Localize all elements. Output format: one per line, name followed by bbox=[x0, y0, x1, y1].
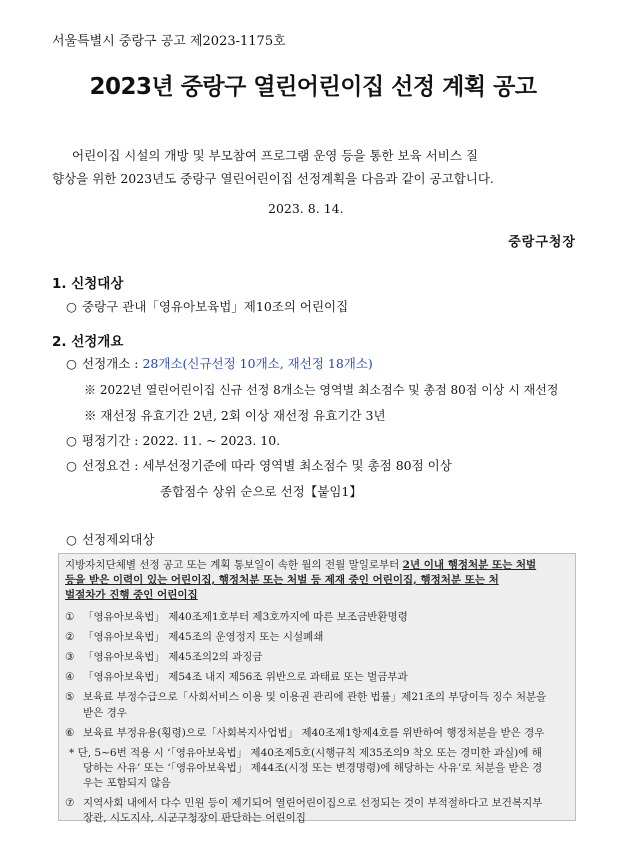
item-number: ⑤ bbox=[65, 691, 75, 703]
exclusion-label: 선정제외대상 bbox=[82, 532, 155, 547]
exclusion-item-5 bbox=[65, 689, 546, 704]
selection-count-item bbox=[66, 354, 373, 372]
requirements-item bbox=[66, 456, 452, 474]
exclusion-item bbox=[66, 530, 154, 548]
section-1-heading: 1. 신청대상 bbox=[52, 276, 124, 292]
bullet-circle: ○ bbox=[66, 433, 77, 448]
requirements-text: 선정요건 : 세부선정기준에 따라 영역별 최소점수 및 총점 80점 이상 bbox=[82, 458, 452, 473]
exclusion-item-7-continuation: 장관, 시도지사, 시군구청장이 판단하는 어린이집 bbox=[83, 812, 306, 824]
section-2-heading: 2. 선정개요 bbox=[52, 334, 124, 350]
exclusion-item-7 bbox=[65, 795, 542, 810]
exclusion-intro-plain: 지방자치단체별 선정 공고 또는 계획 통보일이 속한 월의 전월 말일로부터 bbox=[65, 559, 403, 571]
exclusion-text: 「영유아보육법」 제45조의2의 과징금 bbox=[83, 651, 263, 663]
exclusion-text: 「영유아보육법」 제54조 내지 제56조 위반으로 과태료 또는 벌금부과 bbox=[83, 671, 408, 683]
intro-line-2: 향상을 위한 2023년도 중랑구 열린어린이집 선정계획을 다음과 같이 공고합니다. bbox=[52, 171, 494, 186]
exclusion-text: 「영유아보육법」 제45조의 운영정지 또는 시설폐쇄 bbox=[83, 631, 324, 643]
bullet-circle: ○ bbox=[66, 299, 77, 314]
eligibility-text: 중랑구 관내「영유아보육법」제10조의 어린이집 bbox=[82, 299, 349, 314]
item-number: ③ bbox=[65, 651, 75, 663]
evaluation-period-text: 평정기간 : 2022. 11. ~ 2023. 10. bbox=[82, 433, 281, 448]
announcement-date: 2023. 8. 14. bbox=[268, 201, 344, 216]
item-number: ⑦ bbox=[65, 797, 75, 809]
exclusion-intro-line-1 bbox=[65, 557, 536, 572]
signer: 중랑구청장 bbox=[508, 235, 576, 250]
exclusion-criteria-box bbox=[58, 553, 576, 824]
exclusion-note-line-3: 우는 포함되지 않음 bbox=[83, 777, 171, 789]
exclusion-item-6 bbox=[65, 725, 544, 740]
item-number: ④ bbox=[65, 671, 75, 683]
exclusion-item-3 bbox=[65, 649, 263, 664]
item-number: ① bbox=[65, 611, 75, 623]
exclusion-text: 지역사회 내에서 다수 민원 등이 제기되어 열린어린이집으로 선정되는 것이 부적절하다고 보건복지부 bbox=[83, 797, 543, 809]
eligibility-item bbox=[66, 297, 348, 315]
exclusion-item-2 bbox=[65, 629, 323, 644]
exclusion-intro-line-3: 벌절차가 진행 중인 어린이집 bbox=[65, 589, 198, 601]
note-reselection: ※ 2022년 열린어린이집 신규 선정 8개소는 영역별 최소점수 및 총점 80점 이상 시 재선정 bbox=[84, 383, 559, 397]
exclusion-intro-emphasis: 2년 이내 행정처분 또는 처벌 bbox=[402, 559, 537, 571]
bullet-circle: ○ bbox=[66, 458, 77, 473]
exclusion-text: 「영유아보육법」 제40조제1호부터 제3호까지에 따른 보조금반환명령 bbox=[83, 611, 408, 623]
exclusion-note-line-1: * 단, 5~6번 적용 시 ‘「영유아보육법」 제40조제5호(시행규칙 제35조의9 착오 또는 경미한 과실)에 해 bbox=[69, 747, 542, 759]
intro-line-1: 어린이집 시설의 개방 및 부모참여 프로그램 운영 등을 통한 보육 서비스 질 bbox=[72, 148, 478, 163]
exclusion-text: 보육료 부정유용(횡령)으로「사회복지사업법」 제40조제1항제4호를 위반하여 행정처분을 받은 경우 bbox=[83, 727, 545, 739]
selection-count-label: 선정개소 : bbox=[82, 356, 143, 371]
selection-count-value: 28개소(신규선정 10개소, 재선정 18개소) bbox=[142, 356, 373, 371]
exclusion-item-5-continuation: 받은 경우 bbox=[83, 707, 127, 719]
item-number: ② bbox=[65, 631, 75, 643]
bullet-circle: ○ bbox=[66, 532, 77, 547]
bullet-circle: ○ bbox=[66, 356, 77, 371]
evaluation-period-item bbox=[66, 431, 280, 449]
exclusion-note-line-2: 당하는 사유’ 또는 ‘「영유아보육법」 제44조(시정 또는 변경명령)에 해당하는 사유’로 처분을 받은 경 bbox=[83, 762, 543, 774]
note-validity: ※ 재선정 유효기간 2년, 2회 이상 재선정 유효기간 3년 bbox=[84, 408, 386, 423]
requirements-continuation: 종합점수 상위 순으로 선정【붙임1】 bbox=[160, 484, 362, 499]
item-number: ⑥ bbox=[65, 727, 75, 739]
exclusion-item-1 bbox=[65, 609, 408, 624]
document-number: 서울특별시 중랑구 공고 제2023-1175호 bbox=[52, 34, 286, 49]
page-title: 2023년 중랑구 열린어린이집 선정 계획 공고 bbox=[89, 74, 537, 100]
exclusion-text: 보육료 부정수급으로「사회서비스 이용 및 이용권 관리에 관한 법률」제21조의 부당이득 징수 처분을 bbox=[83, 691, 547, 703]
exclusion-intro-line-2: 등을 받은 이력이 있는 어린이집, 행정처분 또는 처벌 등 제재 중인 어린이집, 행정처분 또는 처 bbox=[65, 574, 499, 586]
exclusion-item-4 bbox=[65, 669, 408, 684]
